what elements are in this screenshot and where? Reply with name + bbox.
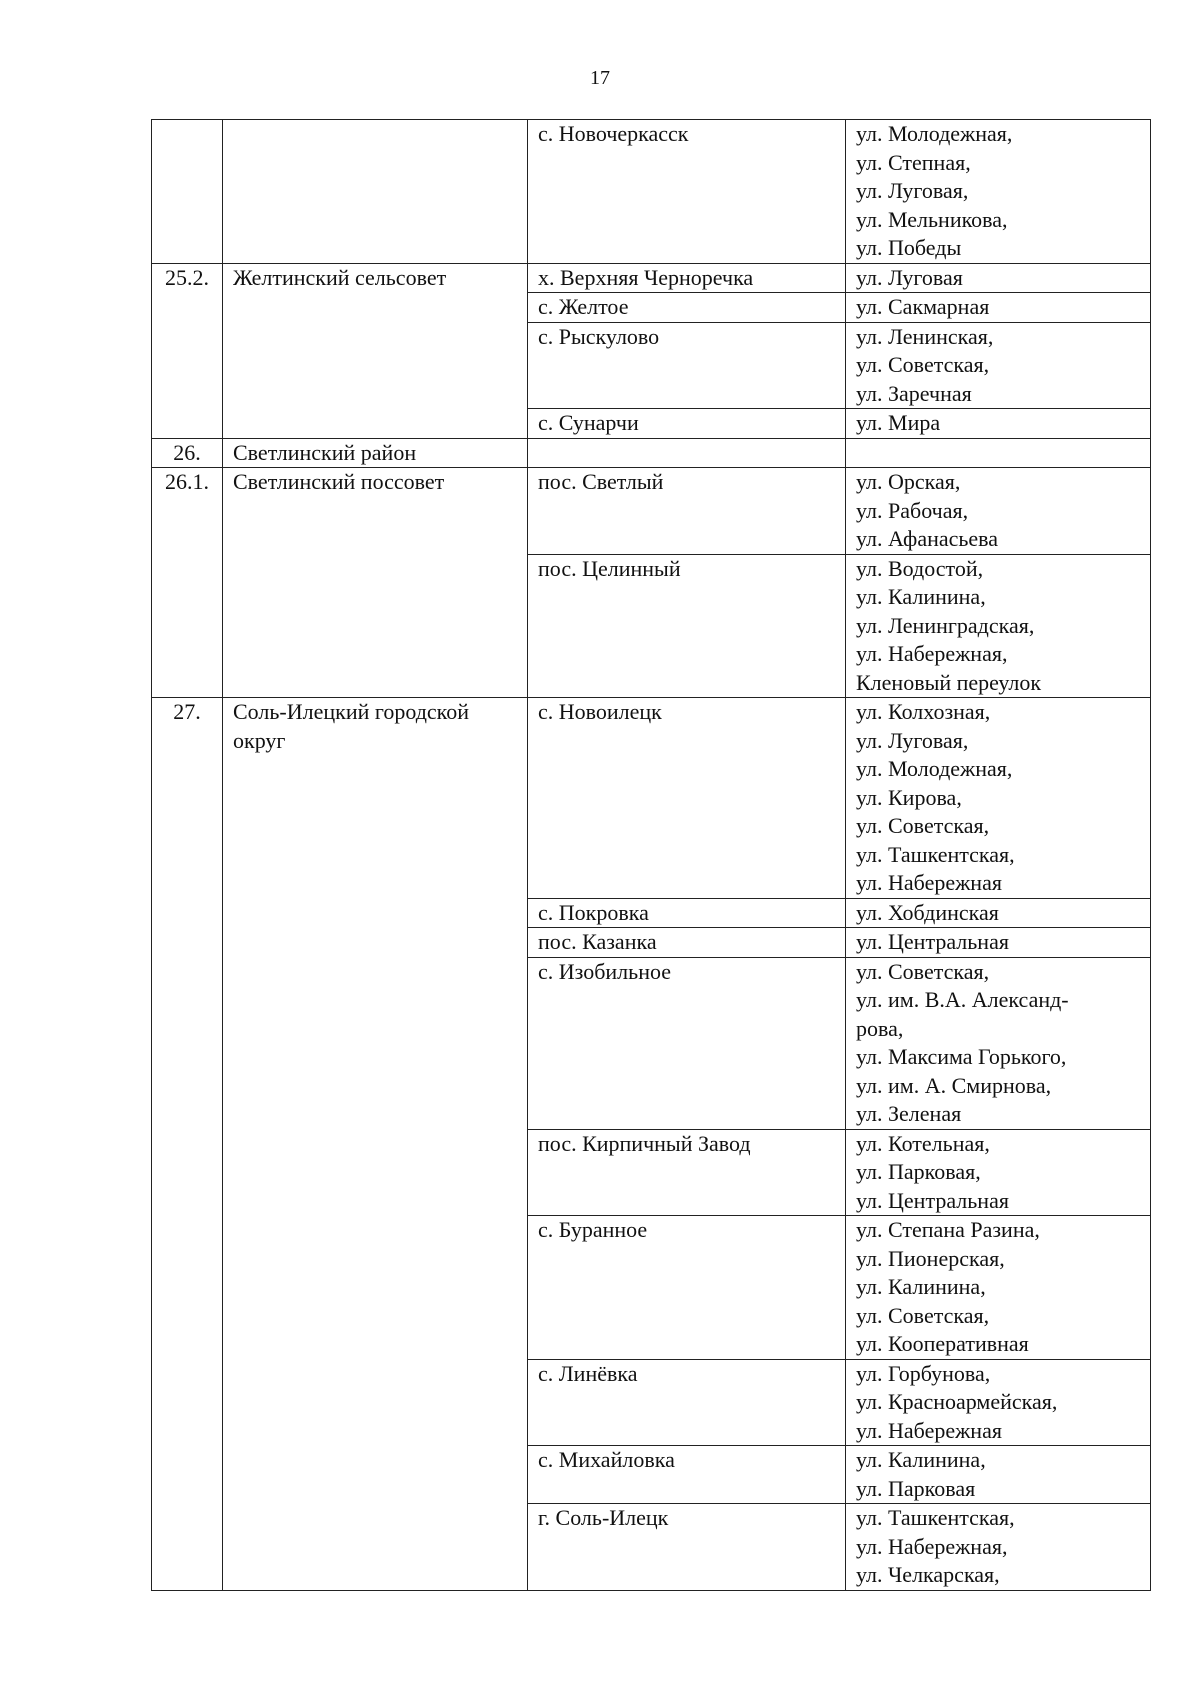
settlement-cell: с. Сунарчи <box>528 409 846 439</box>
settlement-cell: с. Линёвка <box>528 1359 846 1446</box>
settlement-cell: с. Новочеркасск <box>528 120 846 264</box>
streets-cell: ул. Орская, ул. Рабочая, ул. Афанасьева <box>846 468 1151 555</box>
municipality-cell: Соль-Илецкий городской округ <box>223 698 528 1591</box>
municipality-cell: Светлинский район <box>223 438 528 468</box>
settlement-cell: с. Новоилецк <box>528 698 846 899</box>
streets-cell: ул. Степана Разина, ул. Пионерская, ул. Калинина, ул. Советская, ул. Кооперативная <box>846 1216 1151 1360</box>
table-row <box>152 120 1151 264</box>
settlement-cell: х. Верхняя Черноречка <box>528 263 846 293</box>
streets-cell: ул. Хобдинская <box>846 898 1151 928</box>
streets-cell: ул. Колхозная, ул. Луговая, ул. Молодежная, ул. Кирова, ул. Советская, ул. Ташкентская, ул. Набережная <box>846 698 1151 899</box>
settlement-cell: пос. Кирпичный Завод <box>528 1129 846 1216</box>
streets-cell: ул. Ленинская, ул. Советская, ул. Заречная <box>846 322 1151 409</box>
page-number: 17 <box>590 67 610 89</box>
settlement-cell: г. Соль-Илецк <box>528 1504 846 1591</box>
streets-cell: ул. Советская, ул. им. В.А. Александ- рова, ул. Максима Горького, ул. им. А. Смирнова, ул. Зеленая <box>846 957 1151 1129</box>
settlements-table <box>151 119 1151 1591</box>
streets-cell: ул. Водостой, ул. Калинина, ул. Ленинградская, ул. Набережная, Кленовый переулок <box>846 554 1151 698</box>
settlement-cell: с. Изобильное <box>528 957 846 1129</box>
table-row <box>152 468 1151 555</box>
municipality-cell <box>223 120 528 264</box>
settlement-cell <box>528 438 846 468</box>
row-number-cell: 27. <box>152 698 223 1591</box>
table-row <box>152 263 1151 293</box>
streets-cell: ул. Ташкентская, ул. Набережная, ул. Челкарская, <box>846 1504 1151 1591</box>
streets-cell: ул. Молодежная, ул. Степная, ул. Луговая, ул. Мельникова, ул. Победы <box>846 120 1151 264</box>
row-number-cell: 25.2. <box>152 263 223 438</box>
streets-cell: ул. Сакмарная <box>846 293 1151 323</box>
settlement-cell: с. Покровка <box>528 898 846 928</box>
row-number-cell: 26. <box>152 438 223 468</box>
streets-cell: ул. Луговая <box>846 263 1151 293</box>
table-row <box>152 698 1151 899</box>
settlement-cell: с. Рыскулово <box>528 322 846 409</box>
streets-cell: ул. Калинина, ул. Парковая <box>846 1446 1151 1504</box>
table-row <box>152 438 1151 468</box>
row-number-cell <box>152 120 223 264</box>
row-number-cell: 26.1. <box>152 468 223 698</box>
settlement-cell: с. Михайловка <box>528 1446 846 1504</box>
streets-cell: ул. Центральная <box>846 928 1151 958</box>
settlement-cell: с. Желтое <box>528 293 846 323</box>
streets-cell: ул. Котельная, ул. Парковая, ул. Центральная <box>846 1129 1151 1216</box>
municipality-cell: Светлинский поссовет <box>223 468 528 698</box>
settlement-cell: пос. Целинный <box>528 554 846 698</box>
streets-cell: ул. Мира <box>846 409 1151 439</box>
settlement-cell: с. Буранное <box>528 1216 846 1360</box>
settlement-cell: пос. Светлый <box>528 468 846 555</box>
streets-cell: ул. Горбунова, ул. Красноармейская, ул. Набережная <box>846 1359 1151 1446</box>
settlement-cell: пос. Казанка <box>528 928 846 958</box>
municipality-cell: Желтинский сельсовет <box>223 263 528 438</box>
streets-cell <box>846 438 1151 468</box>
